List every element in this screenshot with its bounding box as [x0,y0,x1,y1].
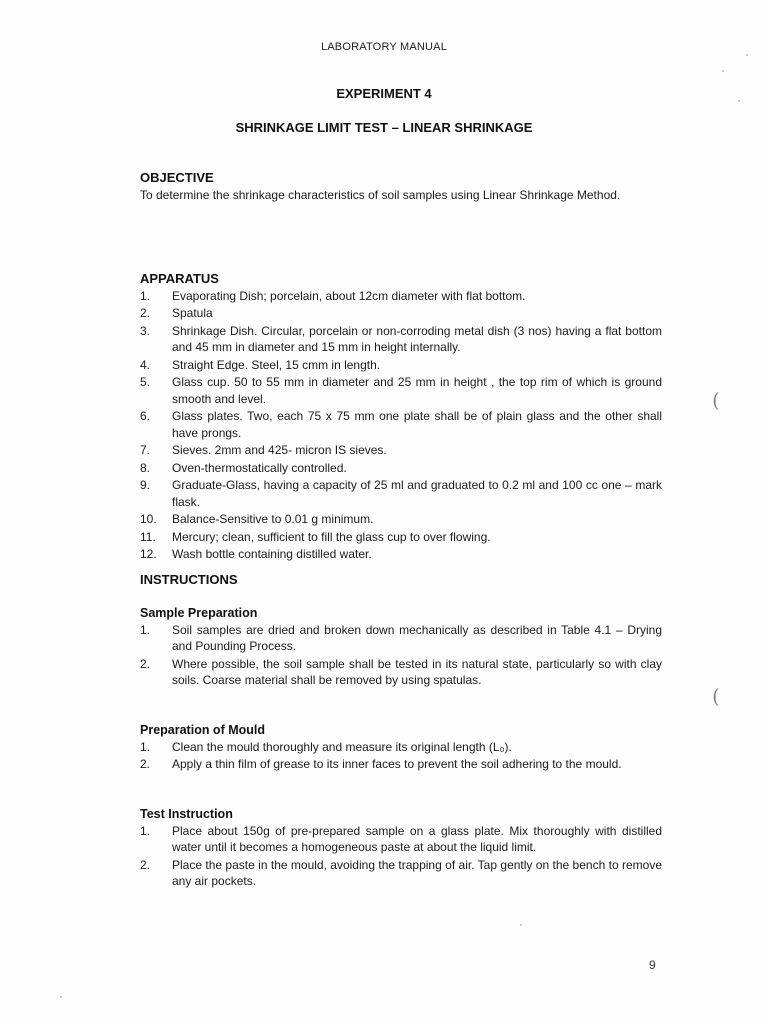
scan-speck [722,70,724,72]
sample-preparation-section [140,605,662,690]
objective-text: To determine the shrinkage characteristics of soil samples using Linear Shrinkage Method. [140,187,621,202]
list-item: 10. Balance-Sensitive to 0.01 g minimum. [140,512,374,526]
list-item: 1. Place about 150g of pre-prepared sample on a glass plate. Mix thoroughly with distilled water until it becomes a homogeneous paste at about the liquid limit. [140,823,662,854]
instructions-heading: INSTRUCTIONS [140,572,238,587]
objective-heading: OBJECTIVE [140,170,214,185]
list-item: 8. Oven-thermostatically controlled. [140,460,347,475]
sample-preparation-list [140,622,662,689]
running-head: LABORATORY MANUAL [320,41,448,53]
list-item: 1. Evaporating Dish; porcelain, about 12cm diameter with flat bottom. [140,288,526,303]
sample-preparation-heading: Sample Preparation [140,606,258,620]
list-item: 2. Place the paste in the mould, avoiding the trapping of air. Tap gently on the bench to remove any air pockets. [140,857,662,888]
apparatus-section [140,271,662,564]
list-item: 2. Spatula [140,306,213,320]
instructions-heading-block [140,572,662,589]
test-instruction-list [140,823,662,890]
apparatus-heading: APPARATUS [140,271,219,286]
scan-speck [60,996,62,998]
list-item: 12. Wash bottle containing distilled water. [140,547,372,561]
list-item: 7. Sieves. 2mm and 425- micron IS sieves. [140,443,387,457]
test-instruction-section [140,806,662,891]
list-item: 4. Straight Edge. Steel, 15 cmm in length. [140,357,381,372]
list-item: 2. Where possible, the soil sample shall be tested in its natural state, particularly so with clay soils. Coarse material shall be removed by using spatulas. [140,656,662,687]
experiment-subtitle: SHRINKAGE LIMIT TEST – LINEAR SHRINKAGE [235,120,533,135]
mould-preparation-list [140,739,662,773]
scan-speck [520,924,522,926]
apparatus-list [140,288,662,563]
list-item: 1. Soil samples are dried and broken down mechanically as described in Table 4.1 – Drying and Pounding Process. [140,622,662,653]
list-item: 6. Glass plates. Two, each 75 x 75 mm one plate shall be of plain glass and the other shall have prongs. [140,409,662,440]
list-item: 11. Mercury; clean, sufficient to fill the glass cup to over flowing. [140,529,491,544]
margin-bracket-mark: ( [712,684,720,708]
scan-speck [738,100,740,102]
list-item: 5. Glass cup. 50 to 55 mm in diameter and 25 mm in height , the top rim of which is ground smooth and level. [140,375,662,406]
experiment-title: EXPERIMENT 4 [336,86,432,101]
mould-preparation-heading: Preparation of Mould [140,723,265,737]
test-instruction-heading: Test Instruction [140,807,233,821]
mould-preparation-section [140,722,662,774]
objective-section [140,170,662,203]
page-number: 9 [649,958,656,972]
list-item: 1. Clean the mould thoroughly and measure its original length (L₀). [140,739,512,754]
margin-bracket-mark: ( [712,388,720,412]
list-item: 2. Apply a thin film of grease to its inner faces to prevent the soil adhering to the mould. [140,757,622,771]
list-item: 3. Shrinkage Dish. Circular, porcelain or non-corroding metal dish (3 nos) having a flat bottom and 45 mm in diameter and 15 mm in height internally. [140,323,662,354]
scan-speck [746,54,748,56]
list-item: 9. Graduate-Glass, having a capacity of 25 ml and graduated to 0.2 ml and 100 cc one – mark flask. [140,478,662,509]
